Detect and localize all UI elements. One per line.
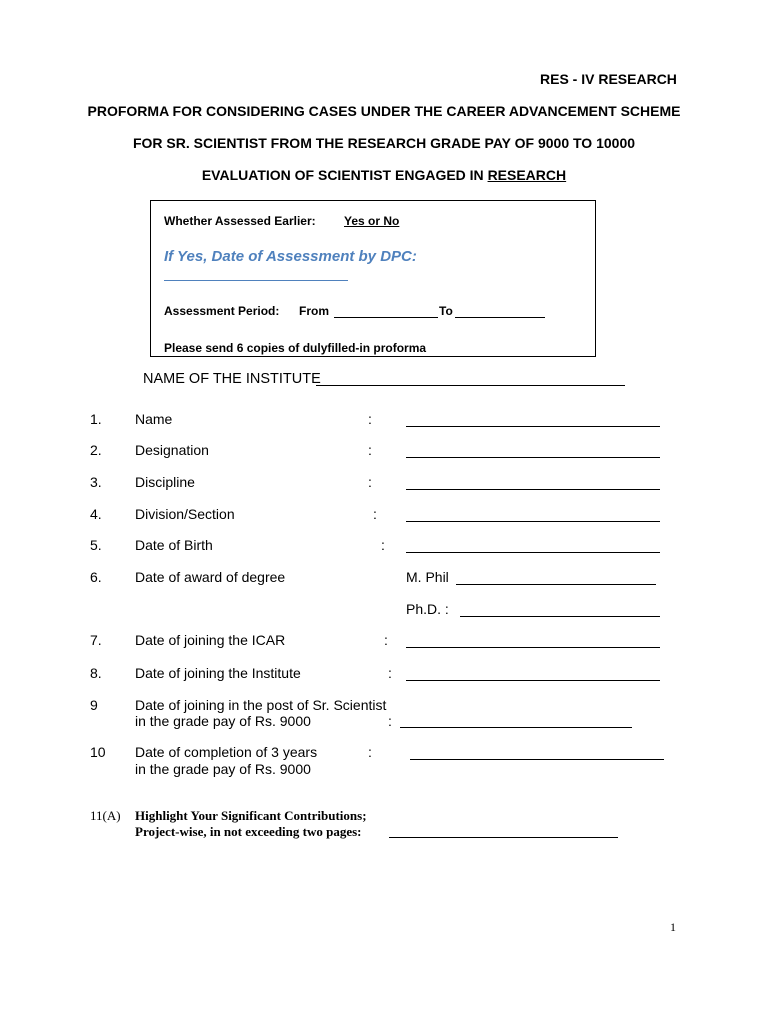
form-code: RES - IV RESEARCH (540, 71, 677, 87)
field-label-name: Name (135, 411, 173, 427)
period-to-label: To (439, 304, 453, 318)
division-field[interactable] (406, 521, 660, 522)
institute-join-field[interactable] (406, 680, 660, 681)
field-colon: : (368, 474, 372, 490)
completion-field[interactable] (410, 759, 664, 760)
name-field[interactable] (406, 426, 660, 427)
title-line-3 (0, 167, 768, 183)
field-number: 7. (90, 632, 102, 648)
item-11-number: 11(A) (90, 808, 121, 823)
contributions-field[interactable] (389, 837, 618, 838)
period-from-field[interactable] (334, 317, 438, 318)
institute-label: NAME OF THE INSTITUTE (143, 371, 321, 387)
assessed-earlier-label: Whether Assessed Earlier: (164, 214, 316, 228)
field-label-discipline: Discipline (135, 474, 195, 490)
title-line-2: FOR SR. SCIENTIST FROM THE RESEARCH GRADE PAY OF 9000 TO 10000 (132, 135, 636, 151)
field-number: 2. (90, 442, 102, 458)
field-label-sr-scientist-join: Date of joining in the post of Sr. Scientist (135, 697, 387, 713)
field-colon: : (381, 537, 385, 553)
field-label-degree-date: Date of award of degree (135, 569, 286, 585)
field-label-dob: Date of Birth (135, 537, 213, 553)
title-line-3-prefix: EVALUATION OF SCIENTIST ENGAGED IN (201, 167, 484, 183)
field-colon: : (368, 411, 372, 427)
field-colon: : (388, 665, 392, 681)
mphil-label: M. Phil (406, 569, 449, 585)
field-number: 6. (90, 569, 102, 585)
field-label-sr-scientist-join-cont: in the grade pay of Rs. 9000 (135, 713, 311, 729)
dpc-date-field[interactable] (164, 280, 348, 281)
institute-field[interactable] (316, 385, 625, 386)
dpc-date-label: If Yes, Date of Assessment by DPC: (164, 248, 417, 265)
field-colon: : (373, 506, 377, 522)
item-11-line-2: Project-wise, in not exceeding two pages: (135, 824, 362, 839)
field-label-division: Division/Section (135, 506, 235, 522)
phd-field[interactable] (460, 616, 660, 617)
field-number: 8. (90, 665, 102, 681)
dob-field[interactable] (406, 552, 660, 553)
field-number: 3. (90, 474, 102, 490)
field-colon: : (388, 713, 392, 729)
field-label-institute-join: Date of joining the Institute (135, 665, 301, 681)
field-number: 1. (90, 411, 102, 427)
icar-join-field[interactable] (406, 647, 660, 648)
field-label-completion-cont: in the grade pay of Rs. 9000 (135, 761, 311, 777)
period-from-label: From (299, 304, 329, 318)
field-number: 5. (90, 537, 102, 553)
designation-field[interactable] (406, 457, 660, 458)
field-colon: : (384, 632, 388, 648)
item-11-line-1: Highlight Your Significant Contributions; (135, 808, 367, 823)
field-label-completion: Date of completion of 3 years (135, 744, 318, 760)
field-colon: : (368, 744, 372, 760)
field-number: 10 (90, 744, 106, 760)
period-to-field[interactable] (455, 317, 545, 318)
discipline-field[interactable] (406, 489, 660, 490)
sr-scientist-join-field[interactable] (400, 727, 632, 728)
phd-label: Ph.D. : (406, 601, 449, 617)
field-colon: : (368, 442, 372, 458)
mphil-field[interactable] (456, 584, 656, 585)
field-label-designation: Designation (135, 442, 209, 458)
assessed-earlier-value: Yes or No (344, 214, 400, 228)
field-number: 9 (90, 697, 98, 713)
field-number: 4. (90, 506, 102, 522)
assessment-period-label: Assessment Period: (164, 304, 280, 318)
copies-note: Please send 6 copies of dulyfilled-in proforma (164, 341, 427, 355)
title-line-3-emphasis: RESEARCH (487, 167, 567, 183)
title-line-1: PROFORMA FOR CONSIDERING CASES UNDER THE CAREER ADVANCEMENT SCHEME (87, 103, 681, 119)
field-label-icar-join: Date of joining the ICAR (135, 632, 286, 648)
page-number: 1 (670, 920, 676, 934)
